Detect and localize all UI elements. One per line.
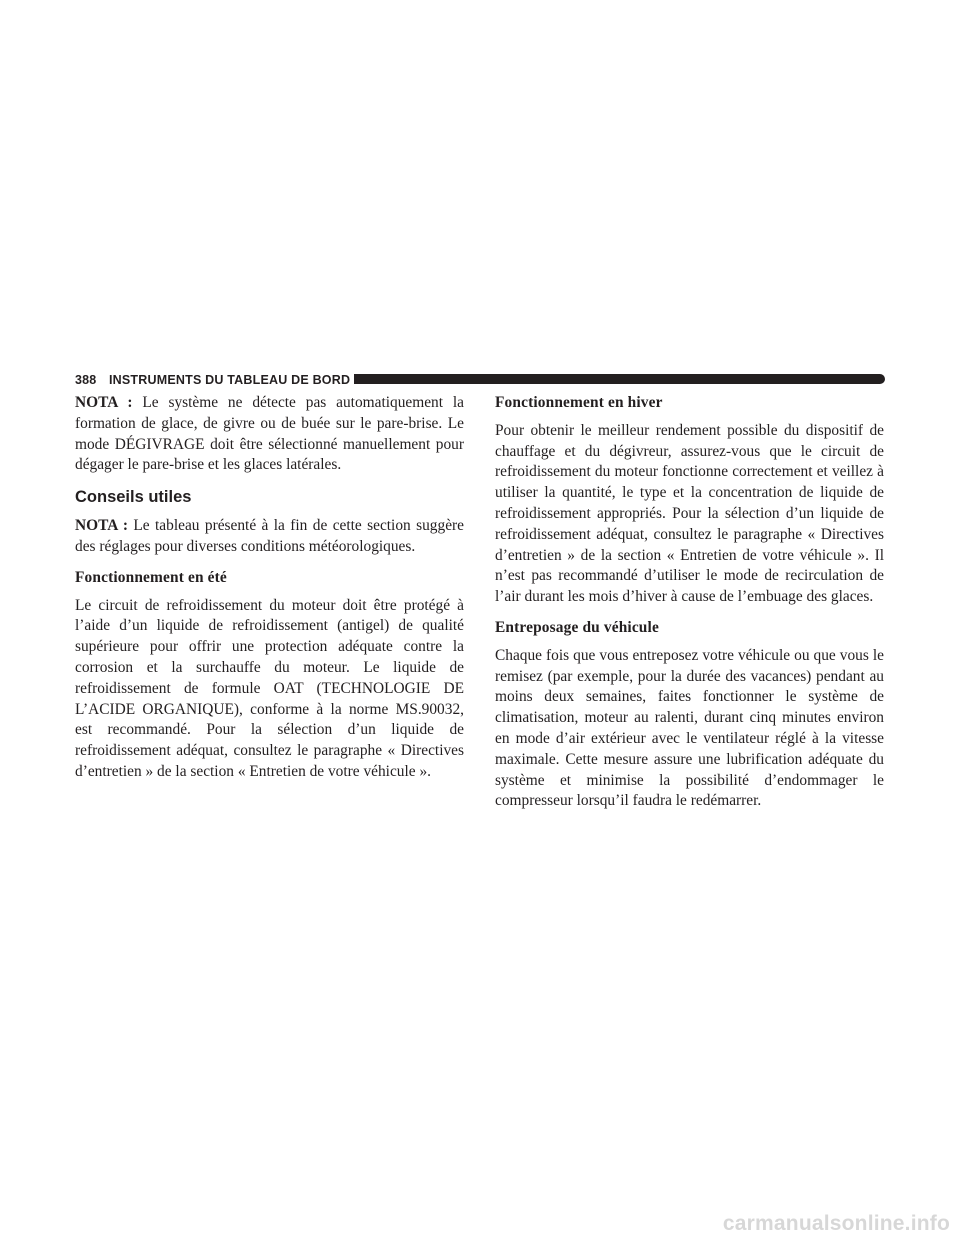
nota-label: NOTA :: [75, 394, 133, 411]
watermark: carmanualsonline.info: [722, 1212, 950, 1235]
entreposage-paragraph: Chaque fois que vous entreposez votre véhicule ou que vous le remisez (par exemple, pour la durée des vacances) pendant au moins deux semaines, faites fonctionner le système de climatisation, moteur au ralenti, durant cinq minutes environ en mode d’air extérieur avec le ventilateur réglé à la vitesse maximale. Cette mesure assure une lubrification adéquate du système et minimise la possibilité d’endommager le compresseur lorsqu’il faudra le redémarrer.: [495, 646, 884, 810]
section-title: INSTRUMENTS DU TABLEAU DE BORD: [109, 373, 351, 387]
header-rule: [354, 374, 885, 384]
entreposage-heading: Entreposage du véhicule: [495, 618, 659, 636]
conseils-heading: Conseils utiles: [75, 488, 192, 507]
nota-text: Le tableau présenté à la fin de cette section suggère des réglages pour diverses conditions météorologiques.: [75, 517, 464, 555]
right-column: [495, 393, 884, 822]
nota-label: NOTA :: [75, 517, 128, 535]
nota-paragraph: [75, 393, 464, 476]
ete-paragraph: Le circuit de refroidissement du moteur doit être protégé à l’aide d’un liquide de refroidissement (antigel) de qualité supérieure pour offrir une protection adéquate contre la corrosion et la surchauffe du moteur. Le liquide de refroidissement de formule OAT (TECHNOLOGIE DE L’ACIDE ORGANIQUE), conforme à la norme MS.90032, est recommandé. Pour la sélection d’un liquide de refroidissement adéquat, consultez le paragraphe « Directives d’entretien » de la section « Entretien de votre véhicule ».: [75, 596, 464, 780]
hiver-paragraph: Pour obtenir le meilleur rendement possible du dispositif de chauffage et du dégivreur, assurez-vous que le circuit de refroidissement du moteur fonctionne correctement et veillez à utiliser la quantité, le type et la concentration de liquide de refroidissement appropriés. Pour la sélection d’un liquide de refroidissement adéquat, consultez le paragraphe « Directives d’entretien » de la section « Entretien de votre véhicule ». Il n’est pas recommandé d’utiliser le mode de recirculation de l’air durant les mois d’hiver à cause de l’embuage des glaces.: [495, 421, 884, 606]
nota-text: Le système ne détecte pas automatiquement la formation de glace, de givre ou de buée sur le pare-brise. Le mode DÉGIVRAGE doit être sélectionné manuellement pour dégager le pare-brise et les glaces latérales.: [75, 394, 464, 474]
nota-paragraph: [75, 516, 464, 558]
left-column: [75, 393, 464, 793]
page-number: 388: [75, 373, 97, 387]
page-header: [75, 372, 885, 388]
ete-heading: Fonctionnement en été: [75, 568, 227, 586]
hiver-heading: Fonctionnement en hiver: [495, 394, 663, 411]
